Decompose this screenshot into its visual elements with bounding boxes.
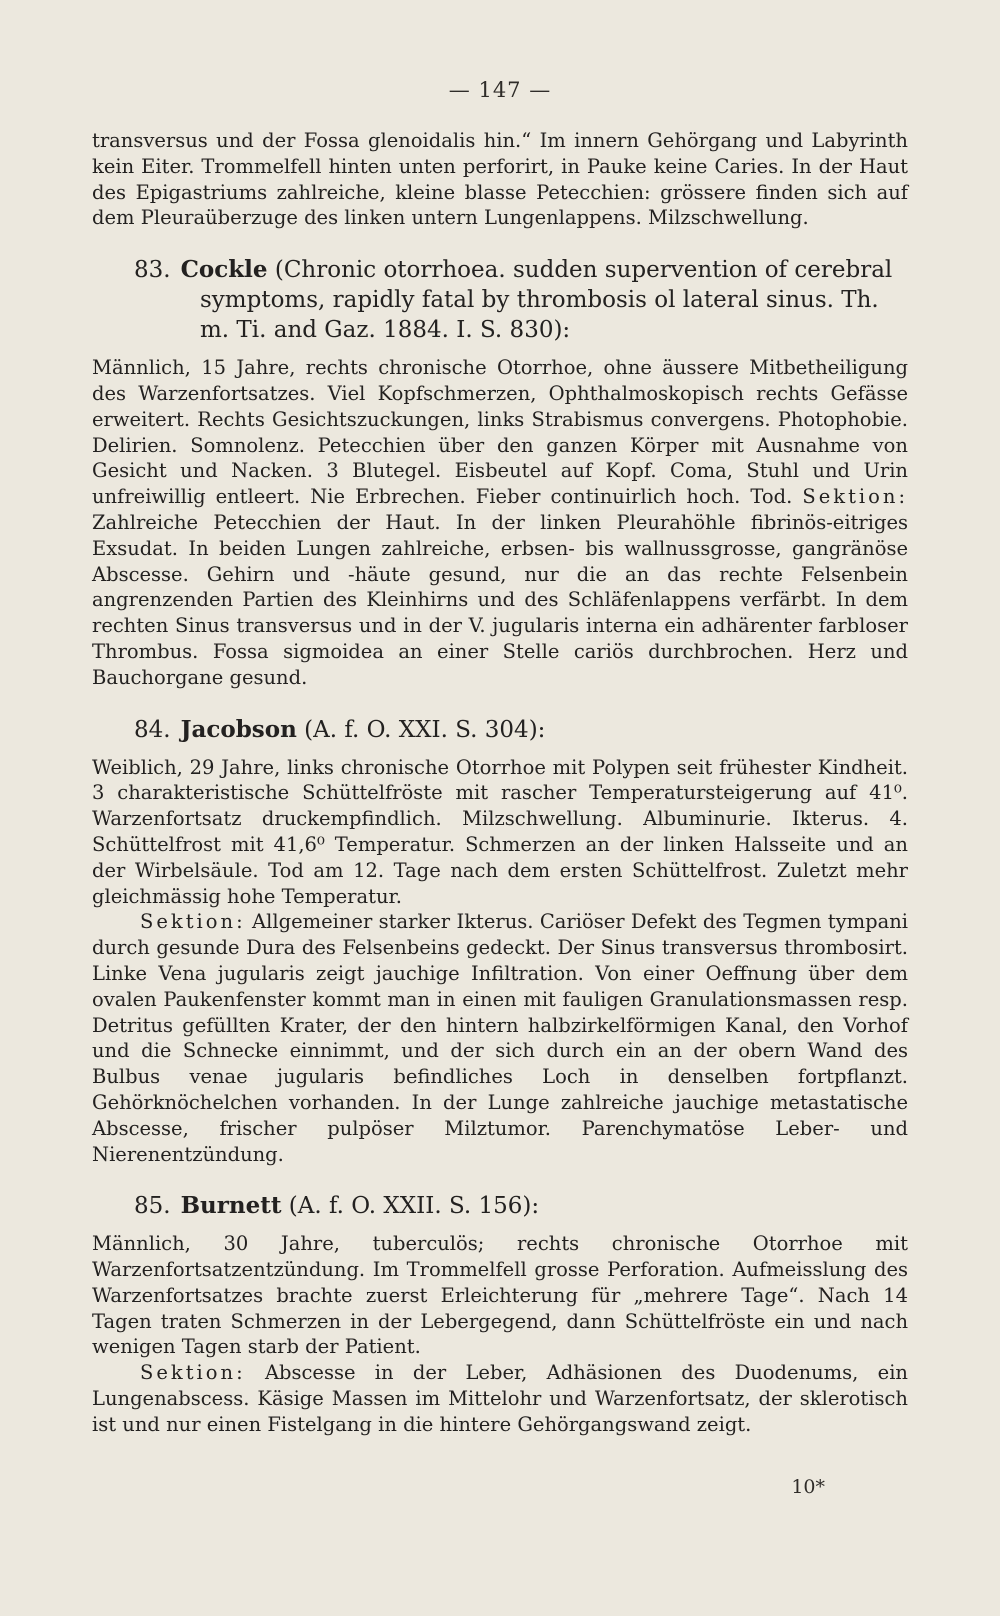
signature-mark: 10* xyxy=(791,1476,825,1498)
section-text: Allgemeiner starker Ikterus. Cariöser Defekt des Tegmen tympani durch gesunde Dura des Felsenbeins gedeckt. Der Sinus transversus thrombosirt. Linke Vena jugularis zeigt jauchige Infiltration. Von einer Oeffnung über dem ovalen Paukenfenster kommt man in einen mit fauligen Granulationsmassen resp. Detritus gefüllten Krater, der den hintern halbzirkelförmigen Kanal, den Vorhof und die Schnecke einnimmt, und der sich durch ein an der obern Wand des Bulbus venae jugularis befindliches Loch in denselben fortpflanzt. Gehörknöchelchen vorhanden. In der Lunge zahlreiche jauchige metastatische Abscesse, frischer pulpöser Milztumor. Parenchymatöse Leber- und Nierenentzündung. xyxy=(92,910,908,1166)
case-number: 85. xyxy=(134,1193,171,1220)
case-author: Burnett xyxy=(180,1192,282,1220)
case-heading xyxy=(92,715,908,745)
section-text: Abscesse in der Leber, Adhäsionen des Duodenums, ein Lungenabscess. Käsige Massen im Mittelohr und Warzenfortsatz, der sklerotisch ist und nur einen Fistelgang in die hintere Gehörgangswand zeigt. xyxy=(92,1361,908,1436)
section-text: Zahlreiche Petecchien der Haut. In der linken Pleurahöhle fibrinös-eitriges Exsudat. In beiden Lungen zahlreiche, erbsen- bis wallnussgrosse, gangränöse Abscesse. Gehirn und -häute gesund, nur die an das rechte Felsenbein angrenzenden Partien des Kleinhirns und des Schläfenlappens verfärbt. In dem rechten Sinus transversus und in der V. jugularis interna ein adhärenter farbloser Thrombus. Fossa sigmoidea an einer Stelle cariös durchbrochen. Herz und Bauchorgane gesund. xyxy=(92,510,908,689)
case-number: 84. xyxy=(134,716,171,743)
case-reference: (A. f. O. XXII. S. 156): xyxy=(288,1193,540,1220)
case-clinical-text: Männlich, 15 Jahre, rechts chronische Otorrhoe, ohne äussere Mitbetheiligung des Warzenfortsatzes. Viel Kopfschmerzen, Ophthalmoskopisch rechts Gefässe erweitert. Rechts Gesichtszuckungen, links Strabismus convergens. Photophobie. Delirien. Somnolenz. Petecchien über den ganzen Körper mit Ausnahme von Gesicht und Nacken. 3 Blutegel. Eisbeutel auf Kopf. Coma, Stuhl und Urin unfreiwillig entleert. Nie Erbrechen. Fieber continuirlich hoch. Tod. xyxy=(92,356,908,509)
case-reference: (Chronic otorrhoea. sudden supervention of cerebral symptoms, rapidly fatal by thrombosis ol lateral sinus. Th. m. Ti. and Gaz. 1884. I. S. 830): xyxy=(200,257,893,344)
case-heading xyxy=(92,255,908,345)
case-reference: (A. f. O. XXI. S. 304): xyxy=(304,716,546,743)
case-number: 83. xyxy=(134,257,171,284)
case-section xyxy=(92,909,908,1167)
case-body: Männlich, 30 Jahre, tuberculös; rechts chronische Otorrhoe mit Warzenfortsatzentzündung. Im Trommelfell grosse Perforation. Aufmeisslung des Warzenfortsatzes brachte zuerst Erleichterung für „mehrere Tage“. Nach 14 Tagen traten Schmerzen in der Lebergegend, dann Schüttelfröste ein und nach wenigen Tagen starb der Patient. xyxy=(92,1232,908,1359)
intro-paragraph: transversus und der Fossa glenoidalis hin.“ Im innern Gehörgang und Labyrinth kein Eiter. Trommelfell hinten unten perforirt, in Pauke keine Caries. In der Haut des Epigastriums zahlreiche, kleine blasse Petecchien: grössere finden sich auf dem Pleuraüberzuge des linken untern Lungenlappens. Milzschwellung. xyxy=(92,129,908,230)
case-83 xyxy=(92,255,908,690)
section-label: Sektion: xyxy=(140,910,246,934)
case-body: Weiblich, 29 Jahre, links chronische Otorrhoe mit Polypen seit frühester Kindheit. 3 charakteristische Schüttelfröste mit rascher Temperatursteigerung auf 41⁰. Warzenfortsatz druckempfindlich. Milzschwellung. Albuminurie. Ikterus. 4. Schüttelfrost mit 41,6⁰ Temperatur. Schmerzen an der linken Halsseite und an der Wirbelsäule. Tod am 12. Tage nach dem ersten Schüttelfrost. Zuletzt mehr gleichmässig hohe Temperatur. xyxy=(92,755,908,908)
case-author: Cockle xyxy=(180,256,268,284)
case-body xyxy=(92,355,908,690)
section-label: Sektion: xyxy=(802,485,909,509)
page-number: — 147 — xyxy=(448,78,552,102)
case-84 xyxy=(92,715,908,1168)
section-label: Sektion: xyxy=(140,1361,246,1385)
case-section xyxy=(92,1360,908,1437)
case-author: Jacobson xyxy=(180,715,297,743)
case-85 xyxy=(92,1191,908,1437)
case-heading xyxy=(92,1191,908,1221)
